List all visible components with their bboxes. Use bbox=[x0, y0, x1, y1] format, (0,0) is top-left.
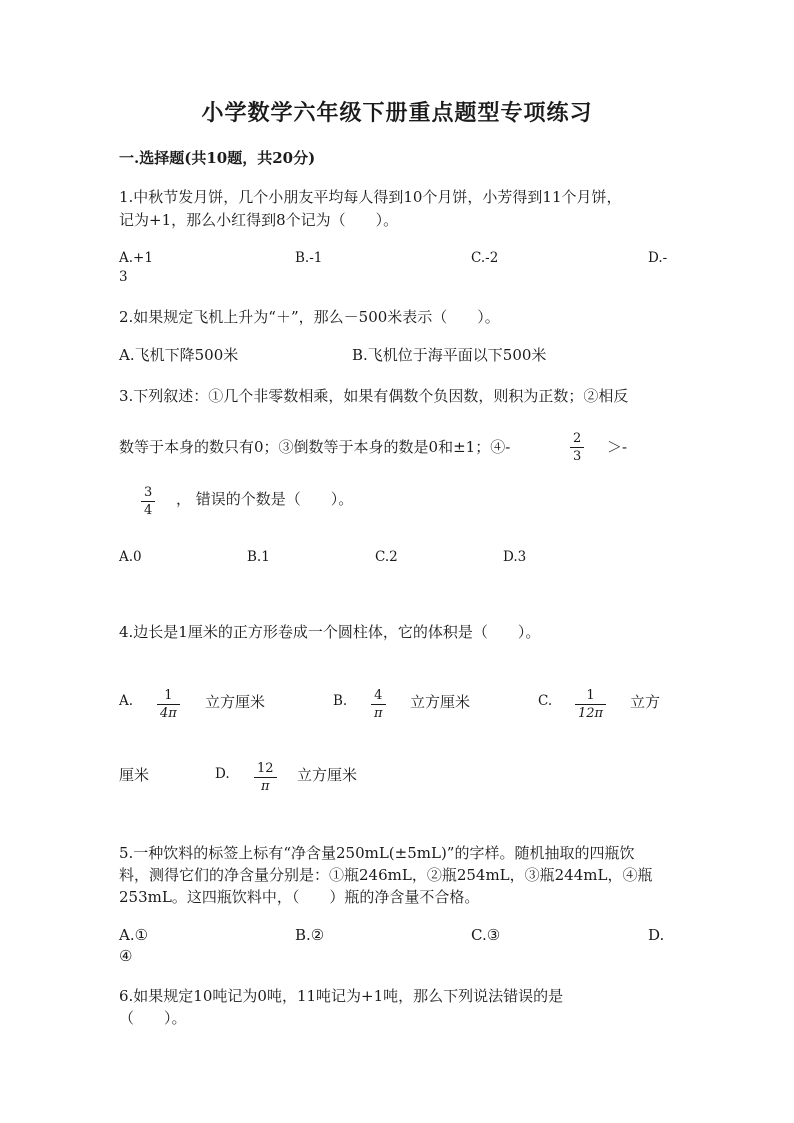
question-5-line-3: 253mL。这四瓶饮料中，（ ）瓶的净含量不合格。 bbox=[119, 888, 480, 906]
q4-option-c-wrap: 厘米 bbox=[119, 766, 150, 784]
q1-option-b: B.-1 bbox=[295, 250, 323, 266]
question-3-line-3: ， 错误的个数是（ ）。 bbox=[176, 490, 354, 508]
q4-option-c-numerator: 1 bbox=[586, 688, 595, 703]
q1-option-c: C.-2 bbox=[471, 250, 499, 266]
q4-option-b-label: B. bbox=[333, 693, 348, 709]
q4-option-c-fraction bbox=[575, 687, 606, 722]
q4-option-a-label: A. bbox=[119, 693, 134, 709]
q4-option-b-fraction bbox=[371, 687, 386, 722]
q3-fraction-1-denominator: 3 bbox=[573, 449, 582, 464]
q1-option-a: A.+1 bbox=[119, 250, 153, 266]
q4-option-a-denominator: 4π bbox=[160, 706, 177, 721]
q3-fraction-1-numerator: 2 bbox=[573, 431, 582, 446]
q3-fraction-2-numerator: 3 bbox=[144, 485, 153, 500]
question-5-line-2: 料，测得它们的净含量分别是：①瓶246mL，②瓶254mL，③瓶244mL，④瓶 bbox=[119, 866, 653, 884]
page-title: 小学数学六年级下册重点题型专项练习 bbox=[201, 100, 593, 126]
q4-option-b-numerator: 4 bbox=[374, 688, 383, 703]
q4-option-a-unit: 立方厘米 bbox=[205, 693, 266, 711]
q5-option-d: D. bbox=[648, 926, 665, 944]
q4-option-c-unit: 立方 bbox=[630, 693, 661, 711]
question-4: 4.边长是1厘米的正方形卷成一个圆柱体，它的体积是（ ）。 bbox=[119, 623, 541, 641]
q3-option-b: B.1 bbox=[247, 549, 270, 565]
q4-option-d-numerator: 12 bbox=[257, 761, 274, 776]
q5-option-a: A.① bbox=[119, 926, 149, 944]
q5-option-b: B.② bbox=[295, 926, 325, 944]
q4-option-b-unit: 立方厘米 bbox=[410, 693, 471, 711]
q3-fraction-2 bbox=[141, 484, 155, 519]
q3-fraction-2-denominator: 4 bbox=[144, 503, 153, 518]
q3-option-d: D.3 bbox=[503, 549, 527, 565]
question-2: 2.如果规定飞机上升为“＋”，那么－500米表示（ ）。 bbox=[119, 308, 500, 326]
question-6-line-2: （ ）。 bbox=[119, 1009, 187, 1027]
q4-option-b-denominator: π bbox=[374, 706, 383, 721]
question-5-line-1: 5.一种饮料的标签上标有“净含量250mL(±5mL)”的字样。随机抽取的四瓶饮 bbox=[119, 844, 635, 862]
question-1-line-1: 1.中秋节发月饼，几个小朋友平均每人得到10个月饼，小芳得到11个月饼， bbox=[119, 188, 622, 206]
q3-option-c: C.2 bbox=[375, 549, 398, 565]
q5-option-d-wrap: ④ bbox=[119, 947, 133, 965]
question-6-line-1: 6.如果规定10吨记为0吨，11吨记为+1吨，那么下列说法错误的是 bbox=[119, 987, 564, 1005]
q5-option-c: C.③ bbox=[471, 926, 501, 944]
q4-option-d-fraction bbox=[254, 760, 277, 795]
section-heading: 一.选择题(共10题，共20分) bbox=[119, 149, 316, 167]
q1-option-d-wrap: 3 bbox=[119, 269, 128, 285]
q3-line-2-tail: ＞- bbox=[607, 438, 628, 456]
question-1-line-2: 记为+1，那么小红得到8个记为（ ）。 bbox=[119, 211, 399, 229]
q4-option-d-label: D. bbox=[215, 766, 230, 782]
q4-option-a-fraction bbox=[157, 687, 180, 722]
question-3-line-1: 3.下列叙述：①几个非零数相乘，如果有偶数个负因数，则积为正数；②相反 bbox=[119, 387, 629, 405]
q4-option-a-numerator: 1 bbox=[164, 688, 173, 703]
q2-option-b: B.飞机位于海平面以下500米 bbox=[352, 346, 547, 364]
q4-option-d-unit: 立方厘米 bbox=[297, 766, 358, 784]
q3-fraction-1 bbox=[570, 430, 584, 465]
q3-option-a: A.0 bbox=[119, 549, 142, 565]
q4-option-d-denominator: π bbox=[261, 779, 270, 794]
q4-option-c-denominator: 12π bbox=[578, 706, 604, 721]
question-3-line-2: 数等于本身的数只有0；③倒数等于本身的数是0和±1；④- bbox=[119, 438, 511, 456]
q2-option-a: A.飞机下降500米 bbox=[119, 346, 239, 364]
q1-option-d: D.- bbox=[648, 250, 668, 266]
q4-option-c-label: C. bbox=[538, 693, 553, 709]
